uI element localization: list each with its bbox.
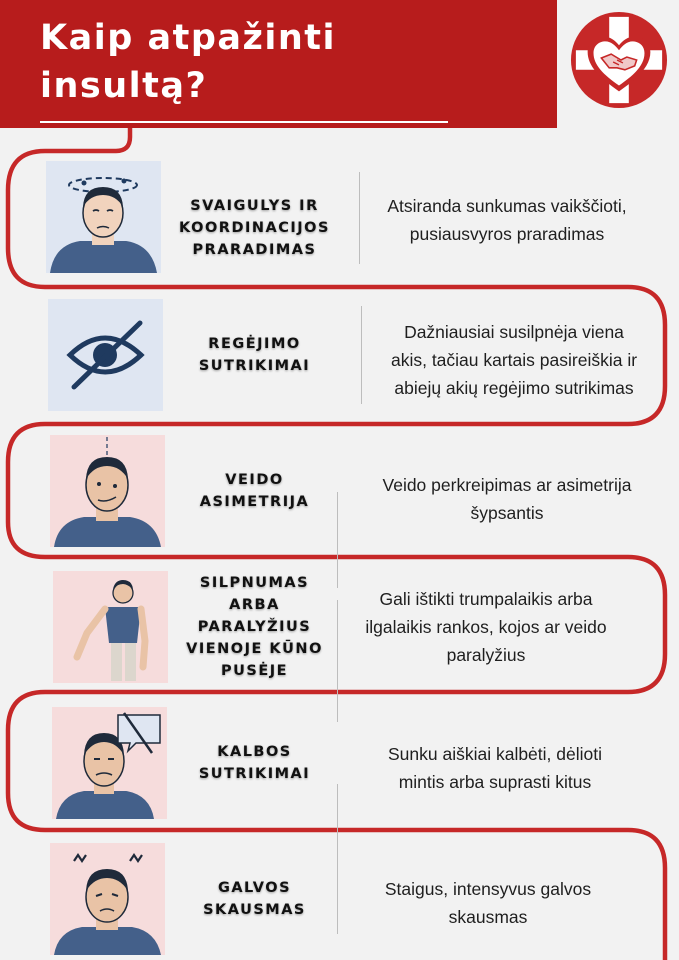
symptom-label-speech: KALBOS SUTRIKIMAI	[198, 744, 311, 782]
row-divider	[361, 306, 362, 404]
dizzy-person-icon	[46, 161, 161, 273]
header-banner	[0, 0, 557, 128]
symptom-label-vision: REGĖJIMO SUTRIKIMAI	[198, 336, 311, 374]
symptom-desc-dizziness: Atsiranda sunkumas vaikščioti, pusiausvyros praradimas	[387, 196, 627, 244]
symptom-desc-face: Veido perkreipimas ar asimetrija šypsantis	[382, 475, 632, 523]
symptom-label-face: VEIDO ASIMETRIJA	[199, 472, 310, 510]
asymmetric-face-icon	[50, 435, 165, 547]
symptom-label-dizziness: SVAIGULYS IR KOORDINACIJOS PRARADIMAS	[179, 198, 330, 258]
crossed-speech-bubble-icon	[52, 707, 167, 819]
symptom-desc-headache: Staigus, intensyvus galvos skausmas	[384, 879, 592, 927]
symptom-desc-weakness: Gali ištikti trumpalaikis arba ilgalaikis rankos, kojos ar veido paralyžius	[365, 589, 607, 665]
red-cross-heart-handshake-icon	[570, 11, 668, 109]
page-title: Kaip atpažinti insultą?	[40, 18, 337, 106]
title-underline	[40, 121, 448, 123]
one-side-weakness-icon	[53, 571, 168, 683]
headache-icon	[50, 843, 165, 955]
symptom-label-headache: GALVOS SKAUSMAS	[203, 880, 306, 918]
symptom-desc-vision: Dažniausiai susilpnėja viena akis, tačiau kartais pasireiškia ir abiejų akių regėjimo sutrikimas	[390, 322, 638, 398]
symptom-label-weakness: SILPNUMAS ARBA PARALYŽIUS VIENOJE KŪNO PUSĖJE	[186, 575, 323, 679]
symptom-desc-speech: Sunku aiškiai kalbėti, dėlioti mintis arba suprasti kitus	[387, 744, 602, 792]
crossed-eye-icon	[48, 299, 163, 411]
